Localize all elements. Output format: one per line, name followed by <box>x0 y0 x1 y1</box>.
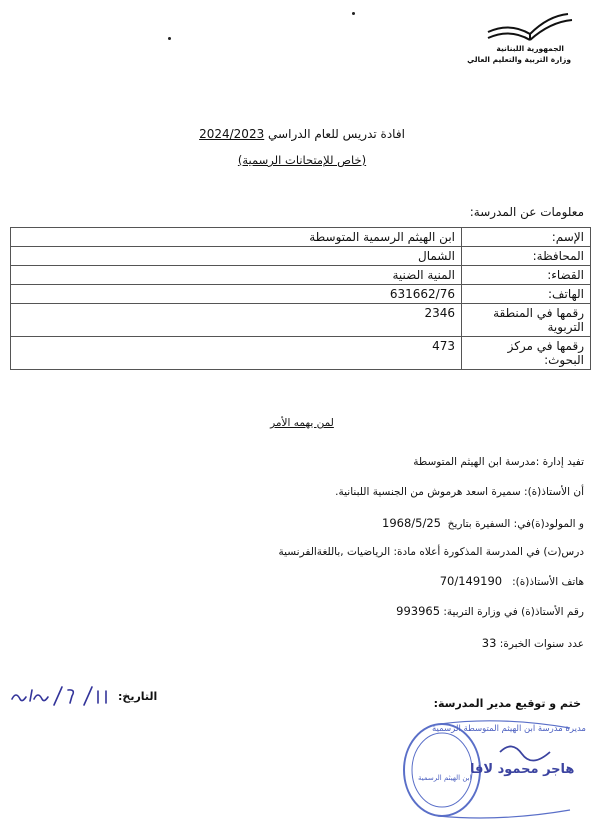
teacher-statement: أن الأستاذ(ة): سميرة اسعد هرموش من الجنسية اللبنانية. <box>335 486 584 498</box>
district-label: القضاء: <box>462 266 591 285</box>
ministry-label: وزارة التربية والتعليم العالي <box>467 55 571 64</box>
principal-name-signature: هاجر محمود لافا <box>470 762 575 777</box>
document-title: افادة تدريس للعام الدراسي 2024/2023 <box>199 127 405 141</box>
stamp-school-text: مديرة مدرسة ابن الهيثم المتوسطة الرسمية <box>432 724 586 734</box>
research-number-value: 473 <box>11 337 462 370</box>
birth-date: 1968/5/25 <box>382 516 441 530</box>
table-row <box>11 266 591 285</box>
teacher-phone: هاتف الأستاذ(ة): 70/149190 <box>439 574 584 588</box>
subject-statement: درس(ت) في المدرسة المذكورة أعلاه مادة: الرياضيات ,باللغةالفرنسية <box>278 546 584 558</box>
management-statement: تفيد إدارة :مدرسة ابن الهيثم المتوسطة <box>413 456 584 468</box>
principal-signature-label: ختم و توقيع مدير المدرسة: <box>433 697 581 710</box>
teacher-phone-value: 70/149190 <box>439 574 503 588</box>
speck <box>168 37 171 40</box>
table-row <box>11 285 591 304</box>
document-subtitle: (خاص للإمتحانات الرسمية) <box>237 153 367 167</box>
school-info-table <box>10 227 591 370</box>
academic-year: 2024/2023 <box>199 127 265 141</box>
ministry-number-value: 993965 <box>396 604 441 618</box>
date-label: التاريخ: <box>118 690 158 703</box>
table-row <box>11 304 591 337</box>
handwritten-date <box>6 683 114 709</box>
district-value: المنية الضنية <box>11 266 462 285</box>
school-info-heading: معلومات عن المدرسة: <box>469 205 584 219</box>
to-whom-heading: لمن يهمه الأمر <box>270 417 334 429</box>
republic-label: الجمهورية اللبنانية <box>496 44 564 53</box>
table-row <box>11 337 591 370</box>
ministry-number: رقم الأستاذ(ة) في وزارة التربية: 993965 <box>396 604 584 618</box>
table-row <box>11 247 591 266</box>
research-number-label: رقمها في مركز البحوث: <box>462 337 591 370</box>
birth-statement: و المولود(ة)في: السفيرة بتاريخ 1968/5/25 <box>382 516 584 530</box>
region-number-label: رقمها في المنطقة التربوية <box>462 304 591 337</box>
experience-value: 33 <box>481 636 497 650</box>
governorate-label: المحافظة: <box>462 247 591 266</box>
governorate-value: الشمال <box>11 247 462 266</box>
phone-label: الهاتف: <box>462 285 591 304</box>
school-name-label: الإسم: <box>462 228 591 247</box>
speck <box>352 12 355 15</box>
table-row <box>11 228 591 247</box>
phone-value: 631662/76 <box>11 285 462 304</box>
school-name-value: ابن الهيثم الرسمية المتوسطة <box>11 228 462 247</box>
stamp-inner-text: ابن الهيثم الرسمية <box>418 774 472 782</box>
region-number-value: 2346 <box>11 304 462 337</box>
experience-years: عدد سنوات الخبرة: 33 <box>481 636 584 650</box>
